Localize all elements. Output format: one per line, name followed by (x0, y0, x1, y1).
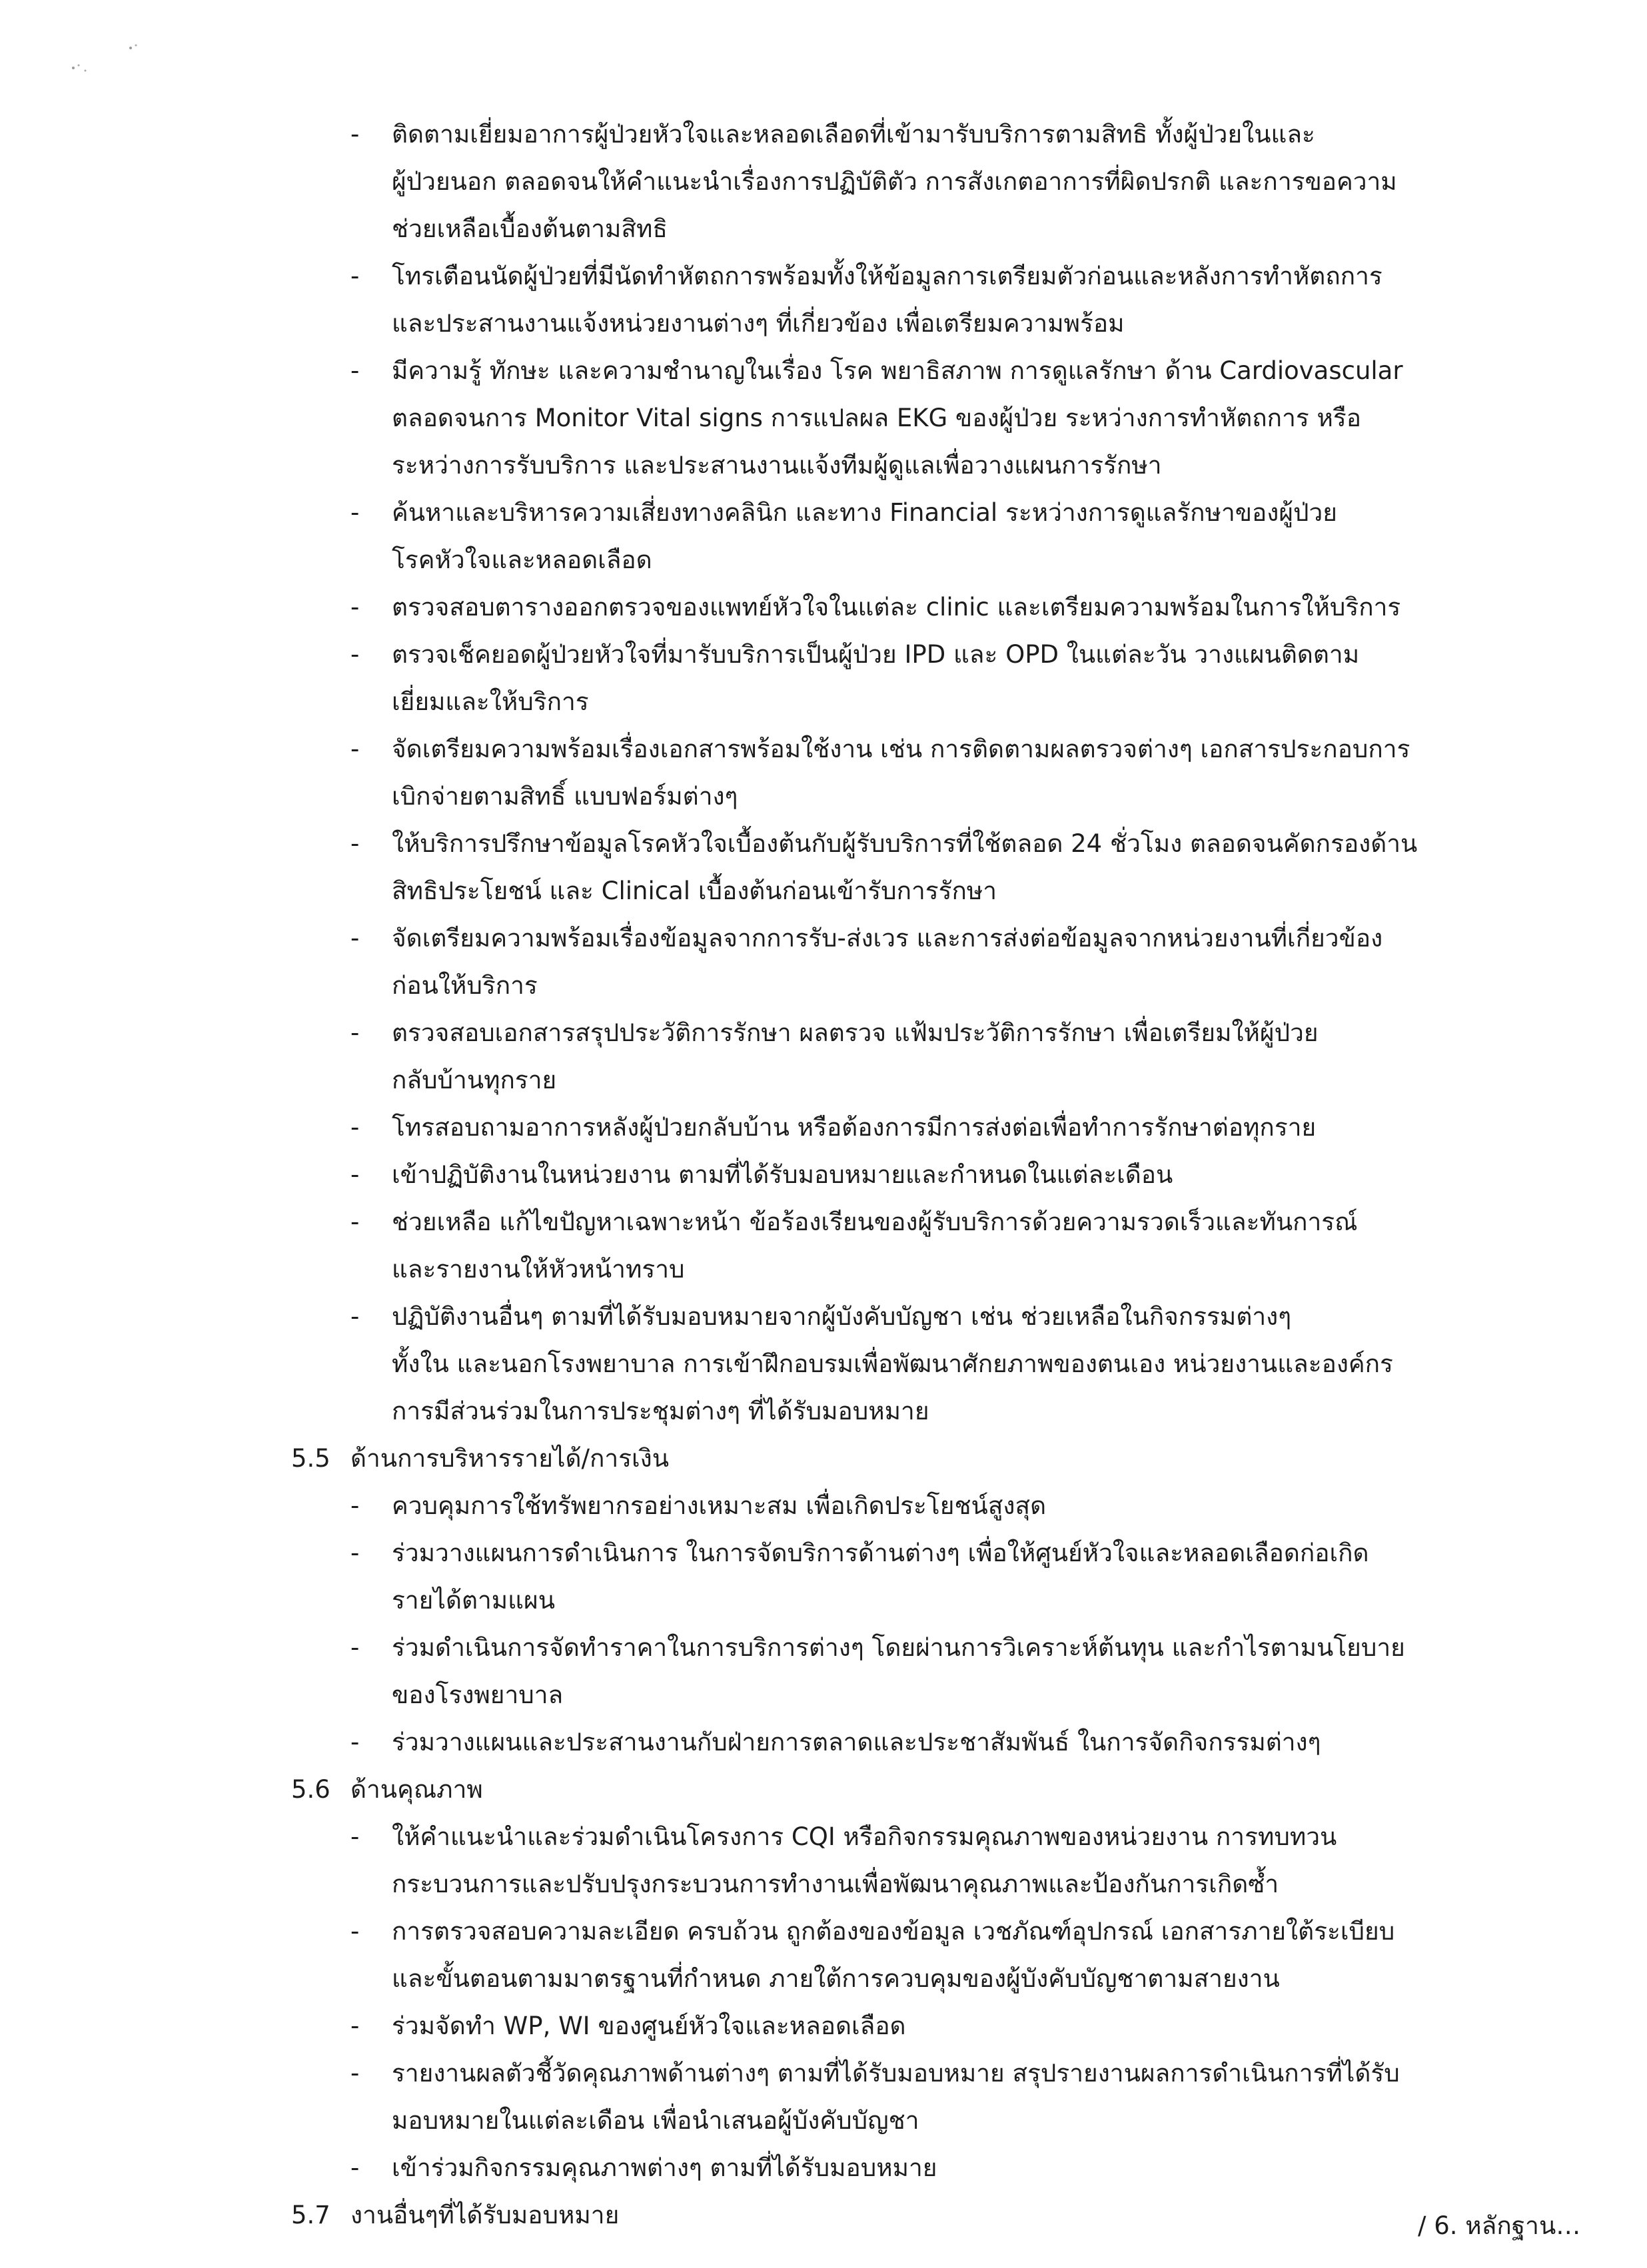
bullet-dash: - (350, 1491, 360, 1520)
list-item-line: ก่อนให้บริการ (392, 971, 538, 1000)
list-item-line: และประสานงานแจ้งหน่วยงานต่างๆ ที่เกี่ยวข้อง เพื่อเตรียมความพร้อม (392, 309, 1125, 338)
list-item-line: ติดตามเยี่ยมอาการผู้ป่วยหัวใจและหลอดเลือดที่เข้ามารับบริการตามสิทธิ ทั้งผู้ป่วยในและ (392, 120, 1315, 149)
list-item-line: กระบวนการและปรับปรุงกระบวนการทำงานเพื่อพัฒนาคุณภาพและป้องกันการเกิดซ้ำ (392, 1870, 1279, 1898)
list-item-line: ร่วมวางแผนและประสานงานกับฝ่ายการตลาดและประชาสัมพันธ์ ในการจัดกิจกรรมต่างๆ (392, 1728, 1321, 1756)
speck-marks (67, 41, 147, 75)
bullet-dash: - (350, 1728, 360, 1756)
bullet-dash: - (350, 1160, 360, 1189)
list-item-line: ร่วมวางแผนการดำเนินการ ในการจัดบริการด้านต่างๆ เพื่อให้ศูนย์หัวใจและหลอดเลือดก่อเกิด (392, 1539, 1369, 1567)
bullet-dash: - (350, 1302, 360, 1331)
bullet-dash: - (350, 735, 360, 763)
list-item-line: จัดเตรียมความพร้อมเรื่องเอกสารพร้อมใช้งาน เช่น การติดตามผลตรวจต่างๆ เอกสารประกอบการ (392, 735, 1410, 763)
page-footer-continuation: / 6. หลักฐาน… (1418, 2211, 1581, 2240)
list-item-line: และรายงานให้หัวหน้าทราบ (392, 1255, 685, 1284)
bullet-dash: - (350, 2153, 360, 2182)
list-item-line: ของโรงพยาบาล (392, 1681, 564, 1709)
section-number: 5.7 (291, 2201, 330, 2229)
list-item-line: เข้าร่วมกิจกรรมคุณภาพต่างๆ ตามที่ได้รับมอบหมาย (392, 2153, 937, 2182)
list-item-line: ควบคุมการใช้ทรัพยากรอย่างเหมาะสม เพื่อเกิดประโยชน์สูงสุด (392, 1491, 1047, 1520)
bullet-dash: - (350, 1018, 360, 1047)
list-item-line: การตรวจสอบความละเอียด ครบถ้วน ถูกต้องของข้อมูล เวชภัณฑ์อุปกรณ์ เอกสารภายใต้ระเบียบ (392, 1917, 1395, 1946)
list-item-line: โทรสอบถามอาการหลังผู้ป่วยกลับบ้าน หรือต้องการมีการส่งต่อเพื่อทำการรักษาต่อทุกราย (392, 1113, 1317, 1142)
list-item-line: เยี่ยมและให้บริการ (392, 687, 589, 716)
bullet-dash: - (350, 2012, 360, 2040)
list-item-line: เข้าปฏิบัติงานในหน่วยงาน ตามที่ได้รับมอบหมายและกำหนดในแต่ละเดือน (392, 1160, 1173, 1189)
list-item-line: ตรวจสอบตารางออกตรวจของแพทย์หัวใจในแต่ละ clinic และเตรียมความพร้อมในการให้บริการ (392, 593, 1401, 621)
list-item-line: จัดเตรียมความพร้อมเรื่องข้อมูลจากการรับ-ส่งเวร และการส่งต่อข้อมูลจากหน่วยงานที่เกี่ยวข้อง (392, 924, 1383, 952)
list-item-line: และขั้นตอนตามมาตรฐานที่กำหนด ภายใต้การควบคุมของผู้บังคับบัญชาตามสายงาน (392, 1964, 1280, 1993)
list-item-line: รายงานผลตัวชี้วัดคุณภาพด้านต่างๆ ตามที่ได้รับมอบหมาย สรุปรายงานผลการดำเนินการที่ได้รับ (392, 2059, 1400, 2087)
section-title: ด้านคุณภาพ (350, 1775, 483, 1804)
bullet-dash: - (350, 924, 360, 952)
list-item-line: มีความรู้ ทักษะ และความชำนาญในเรื่อง โรค พยาธิสภาพ การดูแลรักษา ด้าน Cardiovascular (392, 356, 1403, 385)
scan-specks (67, 41, 147, 75)
bullet-dash: - (350, 1208, 360, 1236)
list-item-line: ทั้งใน และนอกโรงพยาบาล การเข้าฝึกอบรมเพื่อพัฒนาศักยภาพของตนเอง หน่วยงานและองค์กร (392, 1349, 1393, 1378)
bullet-dash: - (350, 593, 360, 621)
list-item-line: ระหว่างการรับบริการ และประสานงานแจ้งทีมผู้ดูแลเพื่อวางแผนการรักษา (392, 451, 1162, 480)
list-item-line: เบิกจ่ายตามสิทธิ์ แบบฟอร์มต่างๆ (392, 782, 738, 811)
bullet-dash: - (350, 829, 360, 858)
section-title: งานอื่นๆที่ได้รับมอบหมาย (350, 2201, 620, 2229)
list-item-line: ปฏิบัติงานอื่นๆ ตามที่ได้รับมอบหมายจากผู้บังคับบัญชา เช่น ช่วยเหลือในกิจกรรมต่างๆ (392, 1302, 1292, 1331)
bullet-dash: - (350, 1633, 360, 1662)
section-title: ด้านการบริหารรายได้/การเงิน (350, 1444, 670, 1473)
bullet-dash: - (350, 356, 360, 385)
list-item-line: การมีส่วนร่วมในการประชุมต่างๆ ที่ได้รับมอบหมาย (392, 1397, 929, 1425)
list-item-line: สิทธิประโยชน์ และ Clinical เบื้องต้นก่อนเข้ารับการรักษา (392, 877, 997, 905)
bullet-dash: - (350, 120, 360, 149)
section-number: 5.6 (291, 1775, 330, 1804)
list-item-line: ให้บริการปรึกษาข้อมูลโรคหัวใจเบื้องต้นกับผู้รับบริการที่ใช้ตลอด 24 ชั่วโมง ตลอดจนคัดกรองด้าน (392, 829, 1418, 858)
list-item-line: ช่วยเหลือเบื้องต้นตามสิทธิ (392, 214, 668, 243)
list-item-line: ให้คำแนะนำและร่วมดำเนินโครงการ CQI หรือกิจกรรมคุณภาพของหน่วยงาน การทบทวน (392, 1822, 1337, 1851)
list-item-line: ช่วยเหลือ แก้ไขปัญหาเฉพาะหน้า ข้อร้องเรียนของผู้รับบริการด้วยความรวดเร็วและทันการณ์ (392, 1208, 1358, 1236)
list-item-line: กลับบ้านทุกราย (392, 1066, 557, 1094)
list-item-line: รายได้ตามแผน (392, 1586, 555, 1615)
bullet-dash: - (350, 1917, 360, 1946)
bullet-dash: - (350, 498, 360, 527)
list-item-line: ค้นหาและบริหารความเสี่ยงทางคลินิก และทาง Financial ระหว่างการดูแลรักษาของผู้ป่วย (392, 498, 1337, 527)
bullet-dash: - (350, 2059, 360, 2087)
bullet-dash: - (350, 1113, 360, 1142)
list-item-line: ร่วมดำเนินการจัดทำราคาในการบริการต่างๆ โดยผ่านการวิเคราะห์ต้นทุน และกำไรตามนโยบาย (392, 1633, 1405, 1662)
list-item-line: ร่วมจัดทำ WP, WI ของศูนย์หัวใจและหลอดเลือด (392, 2012, 906, 2040)
bullet-dash: - (350, 262, 360, 290)
list-item-line: ตรวจเช็คยอดผู้ป่วยหัวใจที่มารับบริการเป็นผู้ป่วย IPD และ OPD ในแต่ละวัน วางแผนติดตาม (392, 640, 1360, 669)
bullet-dash: - (350, 1539, 360, 1567)
list-item-line: โรคหัวใจและหลอดเลือด (392, 546, 652, 574)
list-item-line: ตรวจสอบเอกสารสรุปประวัติการรักษา ผลตรวจ แฟ้มประวัติการรักษา เพื่อเตรียมให้ผู้ป่วย (392, 1018, 1319, 1047)
list-item-line: ตลอดจนการ Monitor Vital signs การแปลผล EKG ของผู้ป่วย ระหว่างการทำหัตถการ หรือ (392, 404, 1361, 432)
bullet-dash: - (350, 1822, 360, 1851)
bullet-dash: - (350, 640, 360, 669)
list-item-line: โทรเตือนนัดผู้ป่วยที่มีนัดทำหัตถการพร้อมทั้งให้ข้อมูลการเตรียมตัวก่อนและหลังการทำหัตถการ (392, 262, 1382, 290)
list-item-line: มอบหมายในแต่ละเดือน เพื่อนำเสนอผู้บังคับบัญชา (392, 2106, 919, 2135)
list-item-line: ผู้ป่วยนอก ตลอดจนให้คำแนะนำเรื่องการปฏิบัติตัว การสังเกตอาการที่ผิดปรกติ และการขอความ (392, 167, 1397, 196)
section-number: 5.5 (291, 1444, 330, 1473)
